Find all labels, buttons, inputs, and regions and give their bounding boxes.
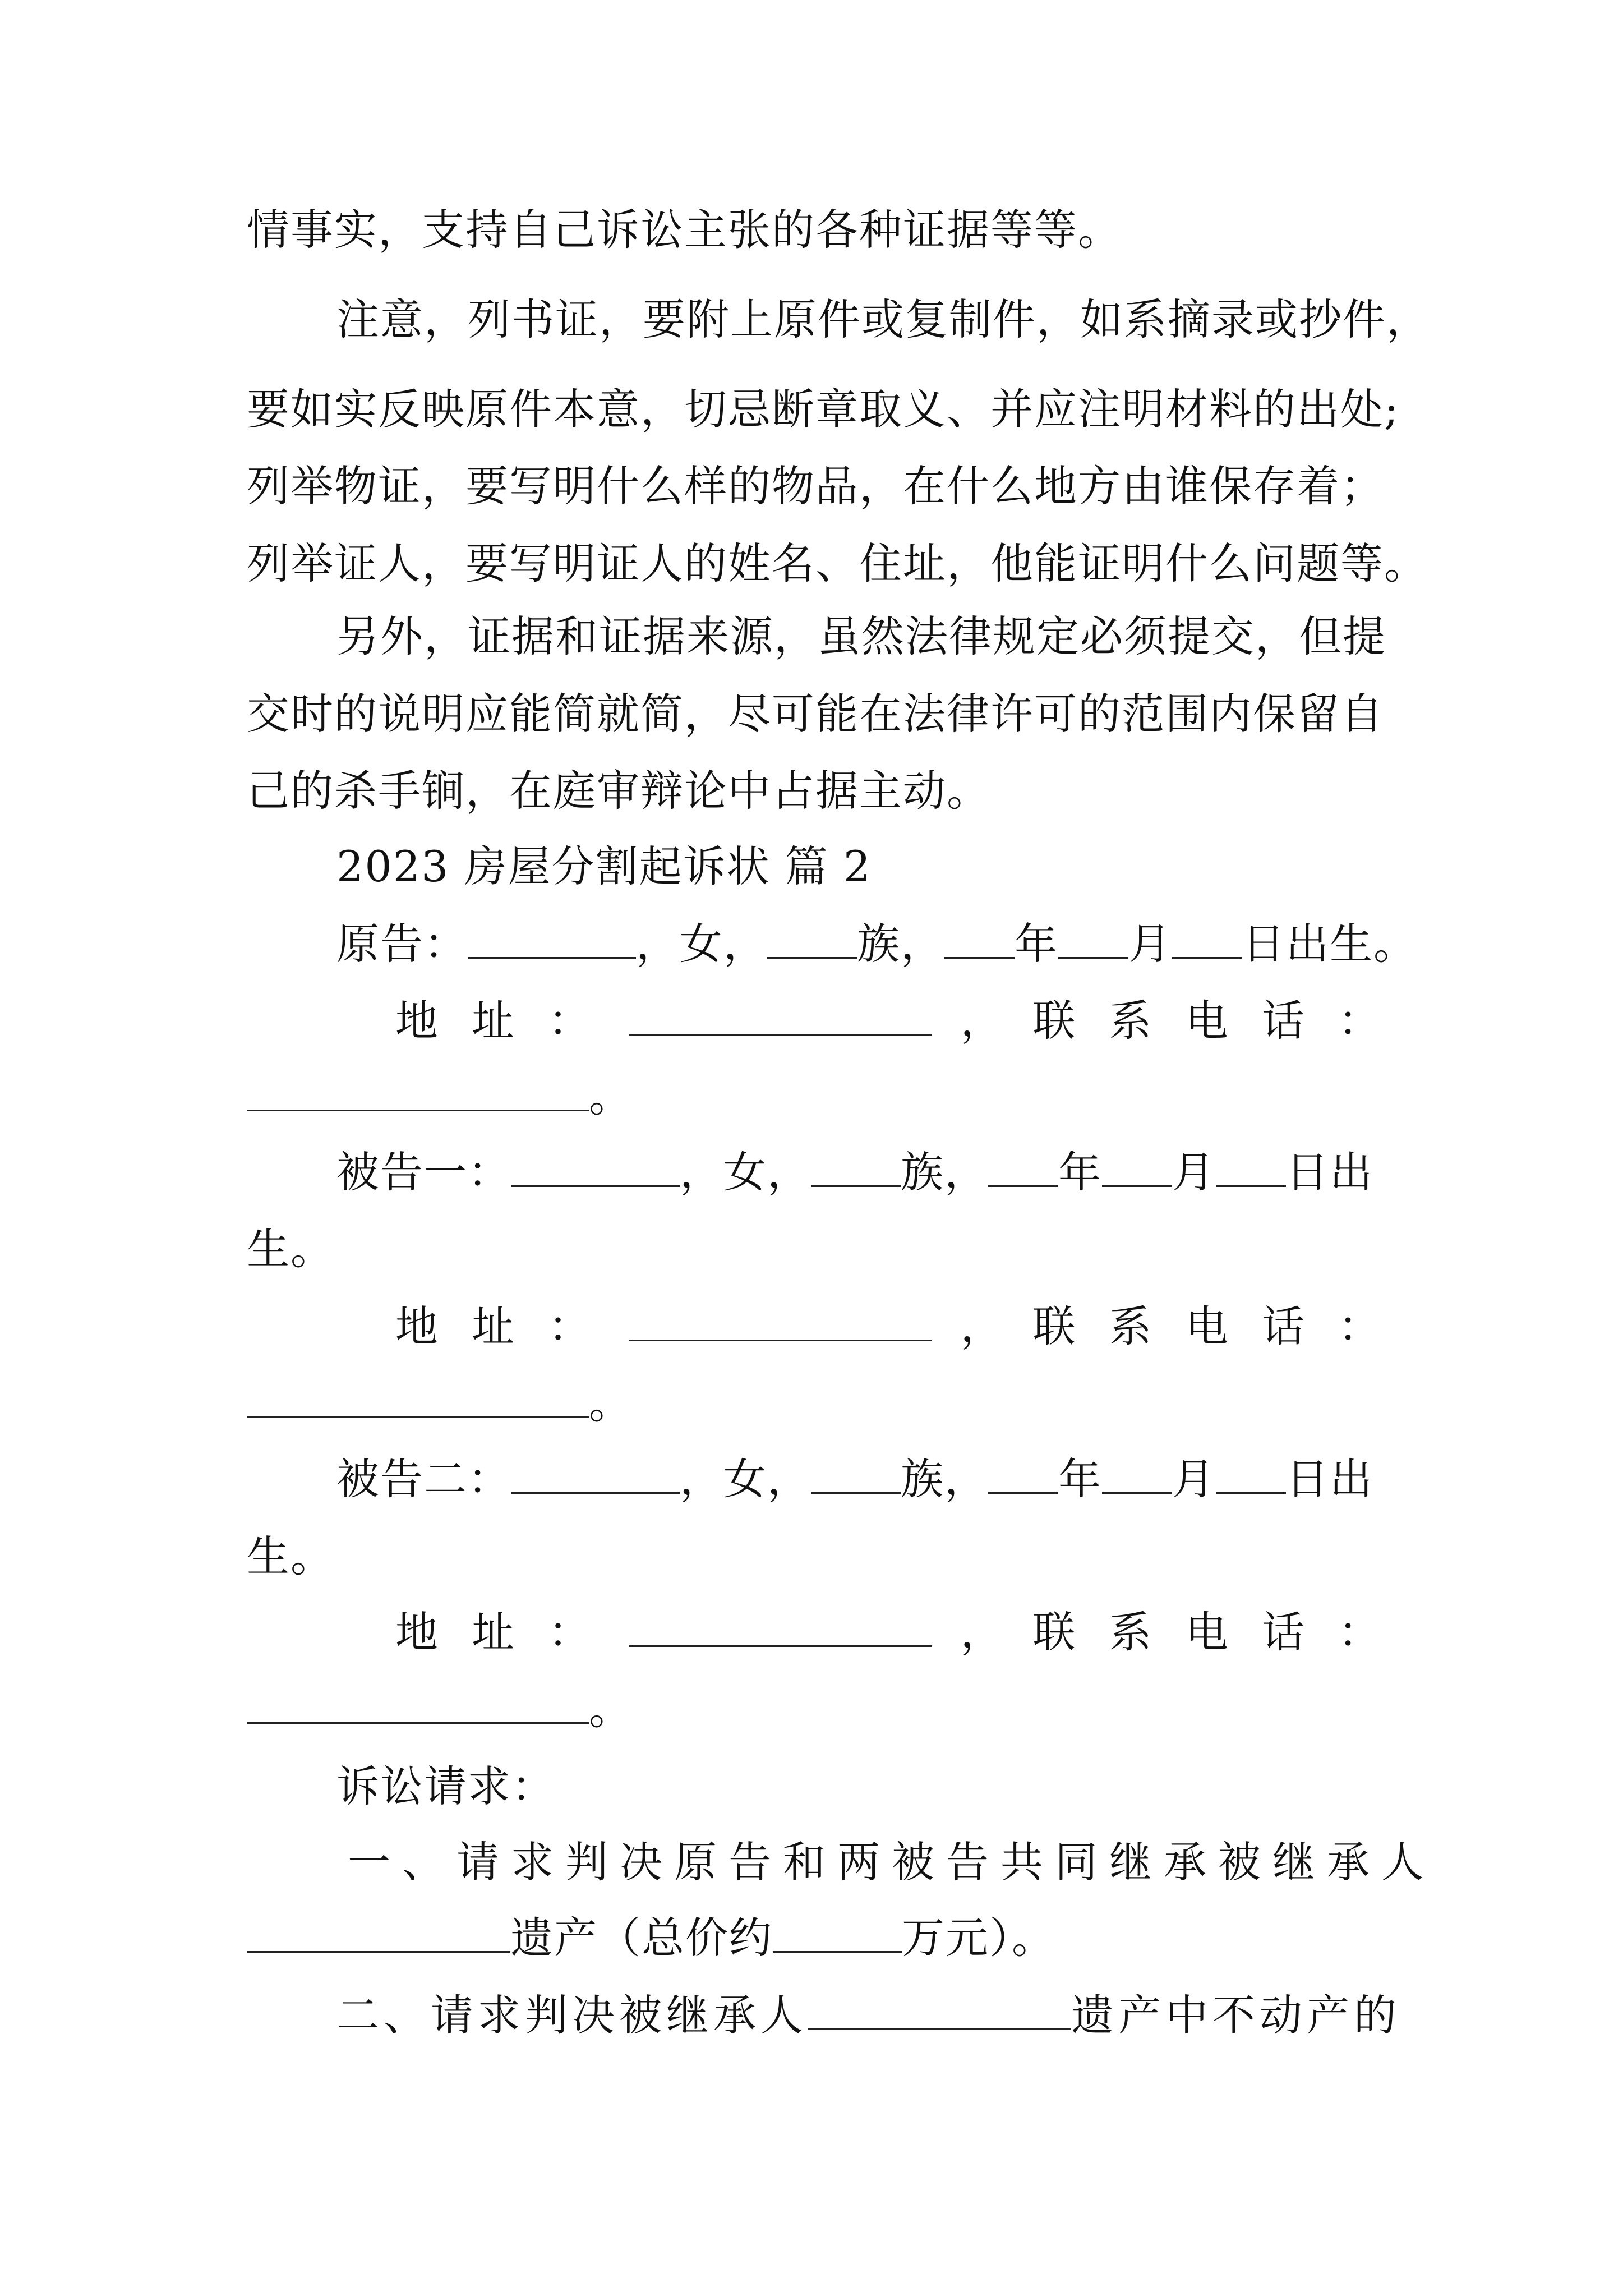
defendant1-label: 被告一： <box>336 1147 511 1197</box>
claim-1-cont <box>247 1907 1391 1969</box>
ethnic-blank <box>811 1450 901 1494</box>
paragraph-line: 另外，证据和证据来源，虽然法律规定必须提交，但提 <box>336 611 1386 661</box>
claim-2-text-b: 遗产中不动产的 <box>1071 1990 1401 2040</box>
period-text: 。 <box>589 1071 633 1121</box>
birth-text: 日出生。 <box>1242 919 1417 969</box>
ethnic-text: 族， <box>901 1147 988 1197</box>
address-line <box>395 1296 1391 1358</box>
year-blank <box>988 1143 1058 1187</box>
defendant2-line <box>336 1448 1481 1510</box>
ethnic-text: 族， <box>857 919 944 969</box>
ethnic-blank <box>811 1143 901 1187</box>
paragraph-line: 交时的说明应能简就简，尽可能在法律许可的范围内保留自 <box>247 689 1384 739</box>
year-blank <box>988 1450 1058 1494</box>
address-blank <box>629 1603 932 1647</box>
month-blank <box>1058 914 1128 959</box>
phone-line <box>247 1678 1391 1740</box>
claim-1-line: 一、请求判决原告和两被告共同继承被继承人 <box>348 1837 1436 1887</box>
ethnic-blank <box>767 914 857 959</box>
period-text: 。 <box>589 1378 633 1428</box>
amount-blank <box>773 1908 902 1953</box>
section-heading: 2023 房屋分割起诉状 篇 2 <box>336 841 872 891</box>
paragraph-line: 己的杀手锏，在庭审辩论中占据主动。 <box>247 766 990 816</box>
address-label: 地 址 ： <box>395 1301 601 1351</box>
comma-text: ， <box>960 996 1004 1046</box>
month-blank <box>1102 1450 1172 1494</box>
year-text: 年 <box>1058 1454 1102 1504</box>
address-line <box>395 1602 1391 1663</box>
address-label: 地 址 ： <box>395 1607 601 1657</box>
month-text: 月 <box>1128 919 1172 969</box>
month-blank <box>1102 1143 1172 1187</box>
paragraph-line: 列举证人，要写明证人的姓名、住址，他能证明什么问题等。 <box>247 539 1428 588</box>
address-label: 地 址 ： <box>395 996 601 1046</box>
day-blank <box>1216 1450 1286 1494</box>
year-text: 年 <box>1058 1147 1102 1197</box>
claim-1-text-b: 万元）。 <box>902 1913 1055 1963</box>
paragraph-line: 要如实反映原件本意，切忌断章取义、并应注明材料的出处; <box>247 384 1400 434</box>
claims-title: 诉讼请求： <box>336 1761 555 1811</box>
year-blank <box>944 914 1015 959</box>
defendant1-cont: 生。 <box>247 1224 334 1274</box>
phone-blank <box>247 1680 589 1724</box>
gender-text: ，女， <box>680 1147 811 1197</box>
address-line <box>395 990 1391 1052</box>
name-blank <box>511 1143 680 1187</box>
phone-label: 联 系 电 话 ： <box>1032 1607 1391 1657</box>
phone-label: 联 系 电 话 ： <box>1032 1301 1391 1351</box>
name-blank <box>468 914 636 959</box>
birth-text: 日出 <box>1286 1147 1373 1197</box>
phone-line <box>247 1066 1391 1128</box>
gender-text: ，女， <box>680 1454 811 1504</box>
claim-1-text-a: 遗产（总价约 <box>510 1913 773 1963</box>
plaintiff-label: 原告： <box>336 919 468 969</box>
name-blank <box>511 1450 680 1494</box>
month-text: 月 <box>1172 1454 1216 1504</box>
comma-text: ， <box>960 1301 1004 1351</box>
plaintiff-line <box>336 913 1481 975</box>
period-text: 。 <box>589 1684 633 1734</box>
phone-label: 联 系 电 话 ： <box>1032 996 1391 1046</box>
paragraph-line: 注意，列书证，要附上原件或复制件，如系摘录或抄件， <box>336 295 1430 344</box>
paragraph-line: 情事实，支持自己诉讼主张的各种证据等等。 <box>247 205 1122 255</box>
claim-2-text-a: 二、请求判决被继承人 <box>336 1990 808 2040</box>
ethnic-text: 族， <box>901 1454 988 1504</box>
year-text: 年 <box>1015 919 1058 969</box>
month-text: 月 <box>1172 1147 1216 1197</box>
phone-line <box>247 1373 1391 1434</box>
heir-blank <box>808 1986 1071 2030</box>
defendant2-label: 被告二： <box>336 1454 511 1504</box>
comma-text: ， <box>960 1607 1004 1657</box>
paragraph-line: 列举物证，要写明什么样的物品，在什么地方由谁保存着； <box>247 461 1384 511</box>
phone-blank <box>247 1374 589 1418</box>
day-blank <box>1216 1143 1286 1187</box>
gender-text: ，女， <box>636 919 767 969</box>
phone-blank <box>247 1067 589 1111</box>
defendant2-cont: 生。 <box>247 1531 334 1581</box>
defendant1-line <box>336 1142 1481 1203</box>
birth-text: 日出 <box>1286 1454 1373 1504</box>
address-blank <box>629 991 932 1036</box>
day-blank <box>1172 914 1242 959</box>
claim-2-line <box>336 1985 1401 2046</box>
heir-blank <box>247 1908 510 1953</box>
address-blank <box>629 1297 932 1341</box>
